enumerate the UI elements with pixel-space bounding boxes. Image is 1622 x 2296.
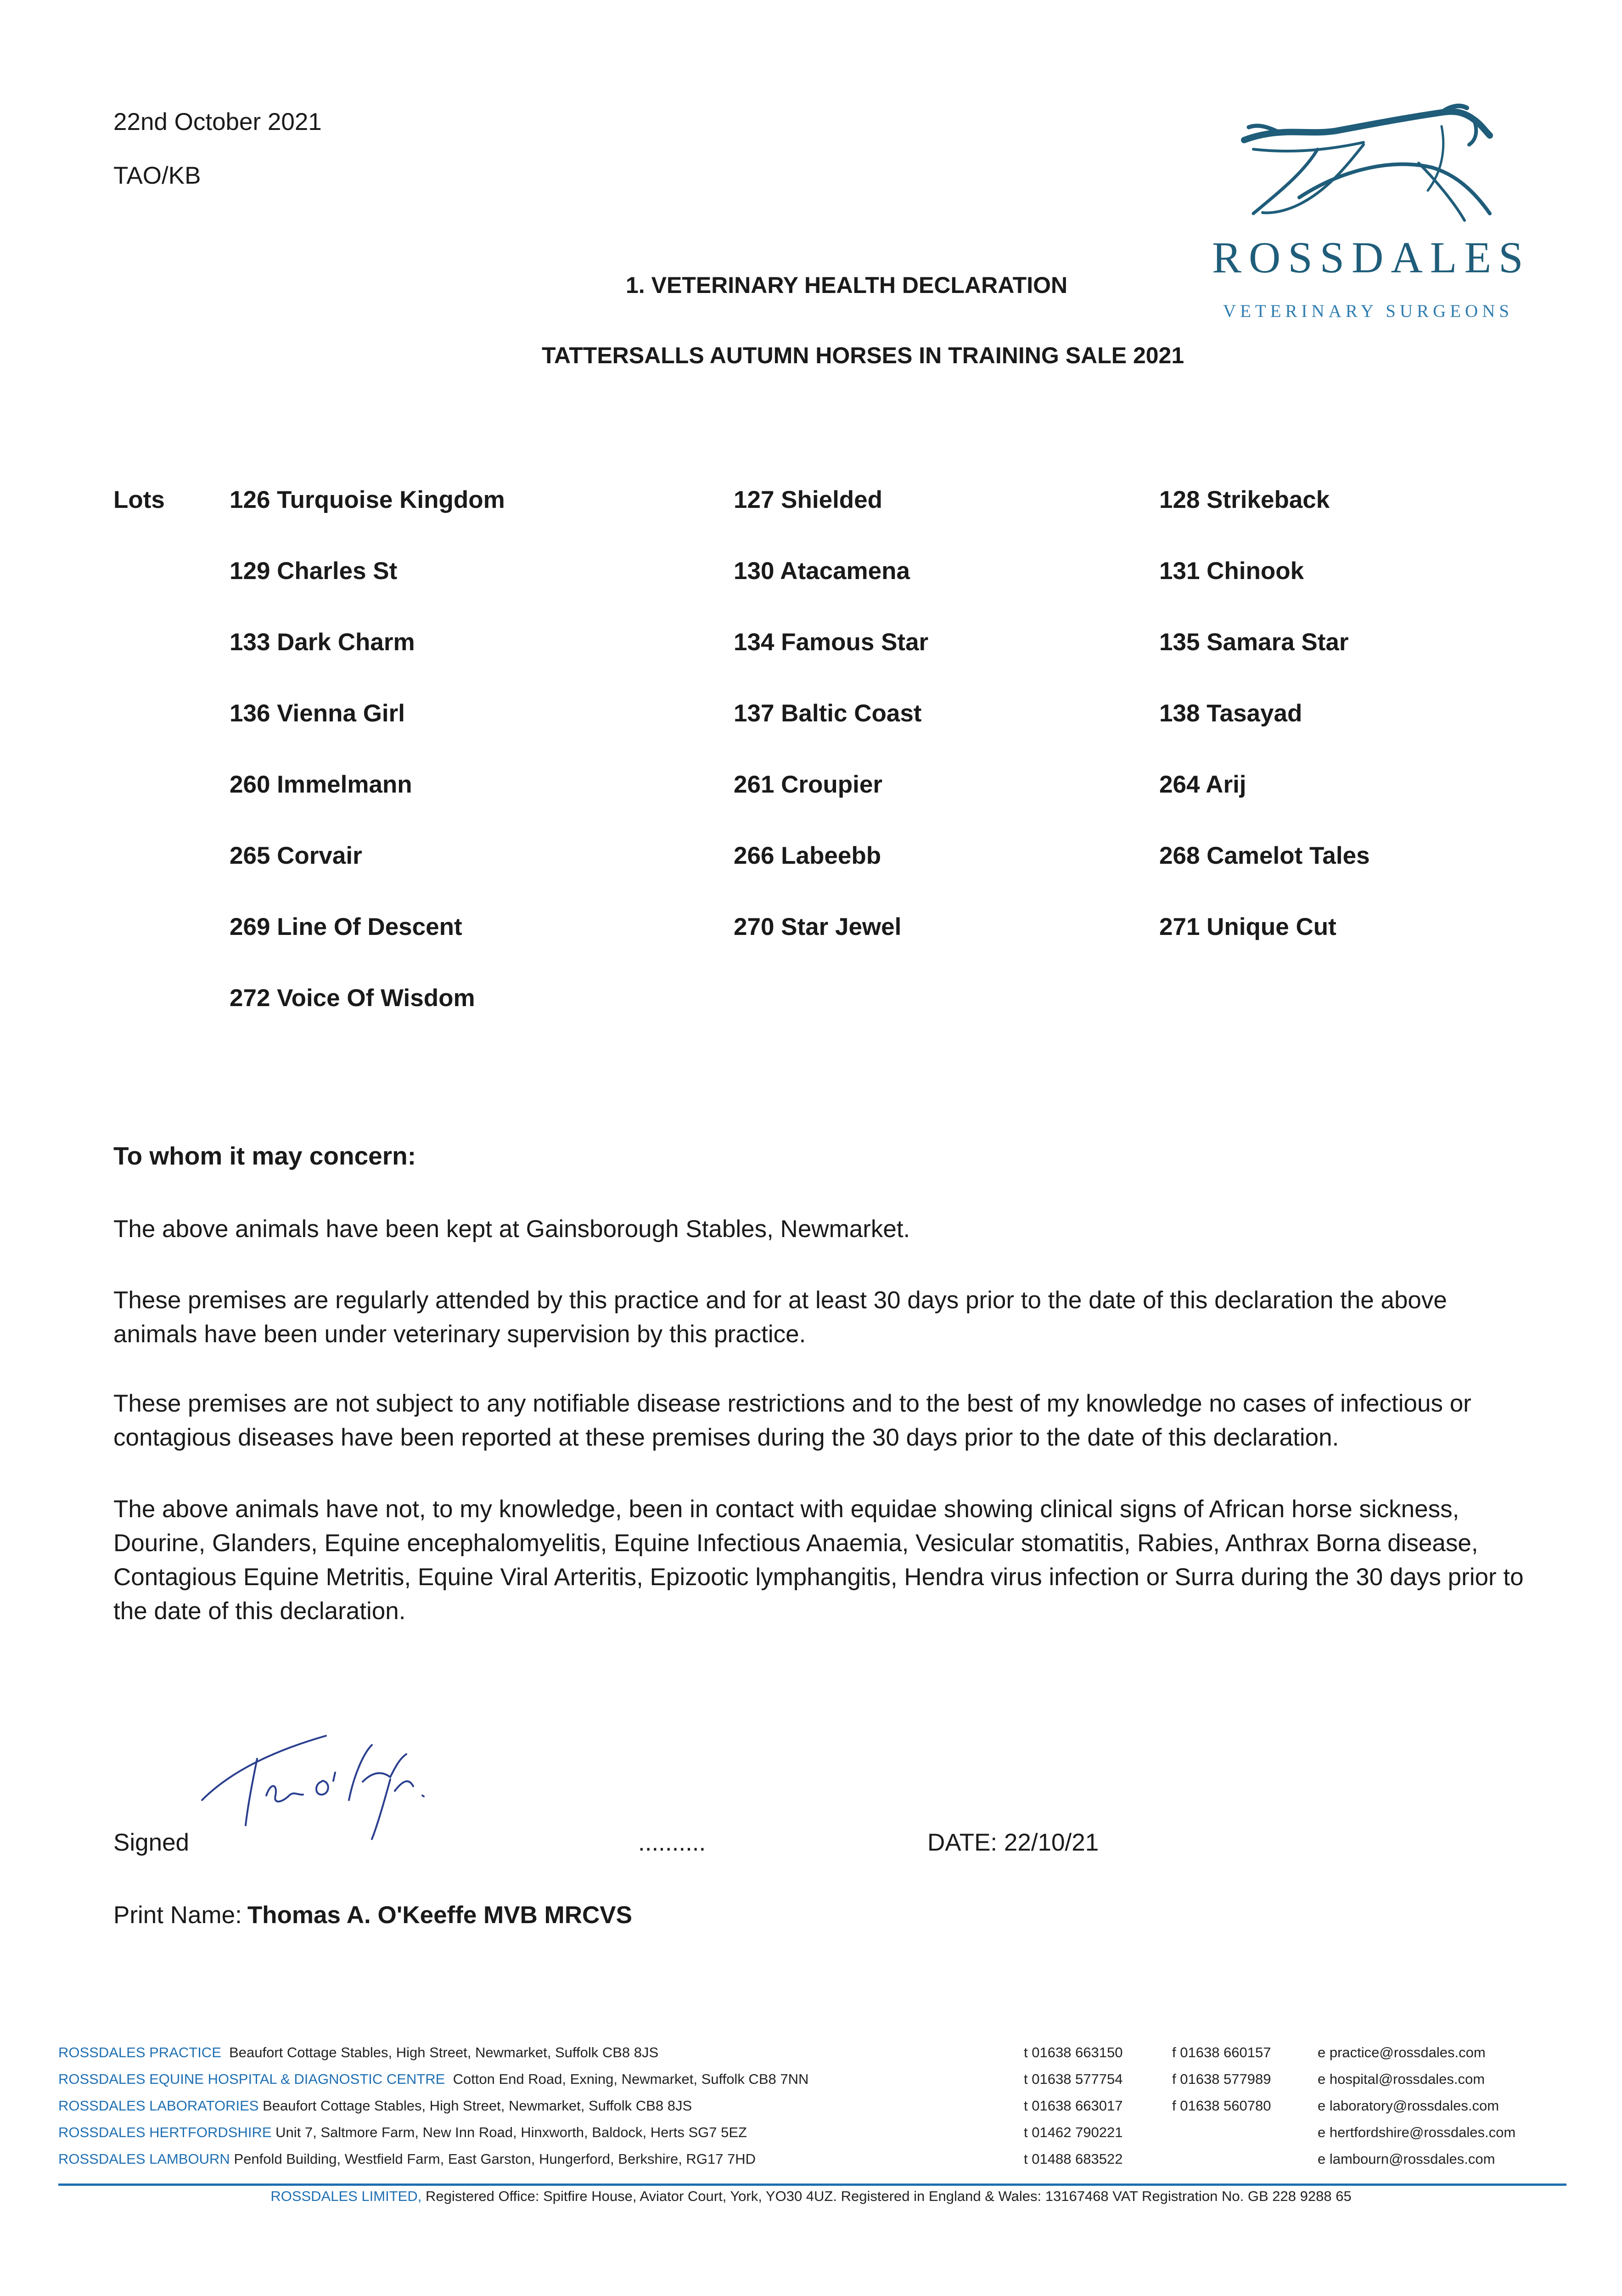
lot-entry: 127 Shielded (734, 486, 883, 513)
paragraph-supervision: These premises are regularly attended by this practice and for at least 30 days prior to the date of this declaration the above animals have been under veterinary supervision by this practice. (113, 1287, 1447, 1348)
registered-company-name: ROSSDALES LIMITED, (270, 2188, 422, 2204)
office-address: Beaufort Cottage Stables, High Street, Newmarket, Suffolk CB8 8JS (263, 2098, 692, 2114)
footer-phone: t 01462 790221 (1024, 2124, 1123, 2140)
paragraph-contact: The above animals have not, to my knowledge, been in contact with equidae showing clinical signs of African horse sickness, Dourine, Glanders, Equine encephalomyelitis, Equine Infectious Anaemia, Vesicular stomatitis, Rabies, Anthrax Borna disease, Contagious Equine Metritis, Equine Viral Arteritis, Epizootic lymphangitis, Hendra virus infection or Surra during the 30 days prior to the date of this declaration. (113, 1496, 1524, 1625)
footer-fax: f 01638 660157 (1172, 2044, 1271, 2060)
registered-office (0, 2188, 1622, 2205)
footer-email[interactable]: e lambourn@rossdales.com (1318, 2151, 1495, 2167)
footer-fax: f 01638 577989 (1172, 2071, 1271, 2087)
lot-entry: 272 Voice Of Wisdom (230, 985, 475, 1012)
letter-reference: TAO/KB (113, 162, 201, 189)
salutation: To whom it may concern: (113, 1142, 416, 1170)
footer-office-practice (58, 2044, 658, 2061)
lot-entry: 271 Unique Cut (1159, 913, 1336, 940)
footer-office-laboratories (58, 2098, 692, 2114)
signature-date: DATE: 22/10/21 (927, 1829, 1099, 1856)
lot-entry: 129 Charles St (230, 557, 398, 585)
lot-entry: 135 Samara Star (1159, 629, 1349, 656)
footer-office-lambourn (58, 2151, 756, 2167)
lot-entry: 136 Vienna Girl (230, 700, 405, 727)
print-name-value: Thomas A. O'Keeffe MVB MRCVS (247, 1902, 632, 1929)
footer-divider (58, 2183, 1566, 2186)
lot-entry: 270 Star Jewel (734, 913, 902, 940)
lot-entry: 131 Chinook (1159, 557, 1304, 585)
horse-icon (1226, 99, 1510, 236)
logo-subtitle: VETERINARY SURGEONS (1223, 301, 1514, 321)
footer-email[interactable]: e practice@rossdales.com (1318, 2044, 1486, 2060)
letter-date: 22nd October 2021 (113, 108, 322, 135)
footer-fax: f 01638 560780 (1172, 2098, 1271, 2114)
lot-entry: 137 Baltic Coast (734, 700, 922, 727)
office-name: ROSSDALES LAMBOURN (58, 2151, 230, 2167)
print-name (113, 1901, 632, 1929)
office-address: Penfold Building, Westfield Farm, East Garston, Hungerford, Berkshire, RG17 7HD (234, 2151, 756, 2167)
office-name: ROSSDALES LABORATORIES (58, 2098, 259, 2114)
lot-entry: 265 Corvair (230, 842, 362, 869)
lot-entry: 133 Dark Charm (230, 629, 415, 656)
office-name: ROSSDALES PRACTICE (58, 2044, 221, 2060)
lot-entry: 268 Camelot Tales (1159, 842, 1370, 869)
lot-entry: 261 Croupier (734, 771, 883, 798)
office-name: ROSSDALES HERTFORDSHIRE (58, 2124, 272, 2140)
lot-entry: 138 Tasayad (1159, 700, 1302, 727)
logo-name: ROSSDALES (1212, 233, 1531, 282)
footer-email[interactable]: e laboratory@rossdales.com (1318, 2098, 1499, 2114)
rossdales-logo (1212, 94, 1531, 333)
lot-entry: 130 Atacamena (734, 557, 910, 585)
paragraph-restrictions: These premises are not subject to any notifiable disease restrictions and to the best of my knowledge no cases of infectious or contagious diseases have been reported at these premises during the 30 days prior to the date of this declaration. (113, 1390, 1471, 1451)
footer-phone: t 01638 577754 (1024, 2071, 1123, 2087)
footer-email[interactable]: e hertfordshire@rossdales.com (1318, 2124, 1516, 2140)
lot-entry: 134 Famous Star (734, 629, 929, 656)
lot-entry: 260 Immelmann (230, 771, 412, 798)
sale-heading: TATTERSALLS AUTUMN HORSES IN TRAINING SALE 2021 (542, 343, 1184, 368)
registered-office-text: Registered Office: Spitfire House, Aviator Court, York, YO30 4UZ. Registered in England & Wales: 13167468 VAT Registration No. GB 228 9288 65 (425, 2188, 1352, 2204)
lot-entry: 126 Turquoise Kingdom (230, 486, 505, 513)
lot-entry: 266 Labeebb (734, 842, 881, 869)
print-name-label: Print Name: (113, 1902, 242, 1929)
handwritten-signature (197, 1727, 473, 1846)
lot-entry: 128 Strikeback (1159, 486, 1330, 513)
lot-entry: 269 Line Of Descent (230, 913, 462, 940)
footer-phone: t 01638 663017 (1024, 2098, 1123, 2114)
office-name: ROSSDALES EQUINE HOSPITAL & DIAGNOSTIC CENTRE (58, 2071, 445, 2087)
signature-dots: .......... (638, 1829, 706, 1856)
footer-office-hertfordshire (58, 2124, 747, 2141)
paragraph-premises: The above animals have been kept at Gainsborough Stables, Newmarket. (113, 1216, 910, 1243)
office-address: Beaufort Cottage Stables, High Street, Newmarket, Suffolk CB8 8JS (229, 2044, 659, 2060)
office-address: Cotton End Road, Exning, Newmarket, Suffolk CB8 7NN (453, 2071, 809, 2087)
lot-entry: 264 Arij (1159, 771, 1246, 798)
footer-phone: t 01638 663150 (1024, 2044, 1123, 2060)
footer-office-hospital (58, 2071, 808, 2088)
signed-label: Signed (113, 1829, 190, 1856)
office-address: Unit 7, Saltmore Farm, New Inn Road, Hinxworth, Baldock, Herts SG7 5EZ (275, 2124, 747, 2140)
footer-phone: t 01488 683522 (1024, 2151, 1123, 2167)
declaration-heading: 1. VETERINARY HEALTH DECLARATION (626, 272, 1068, 298)
footer-email[interactable]: e hospital@rossdales.com (1318, 2071, 1485, 2087)
lots-label: Lots (113, 486, 165, 513)
